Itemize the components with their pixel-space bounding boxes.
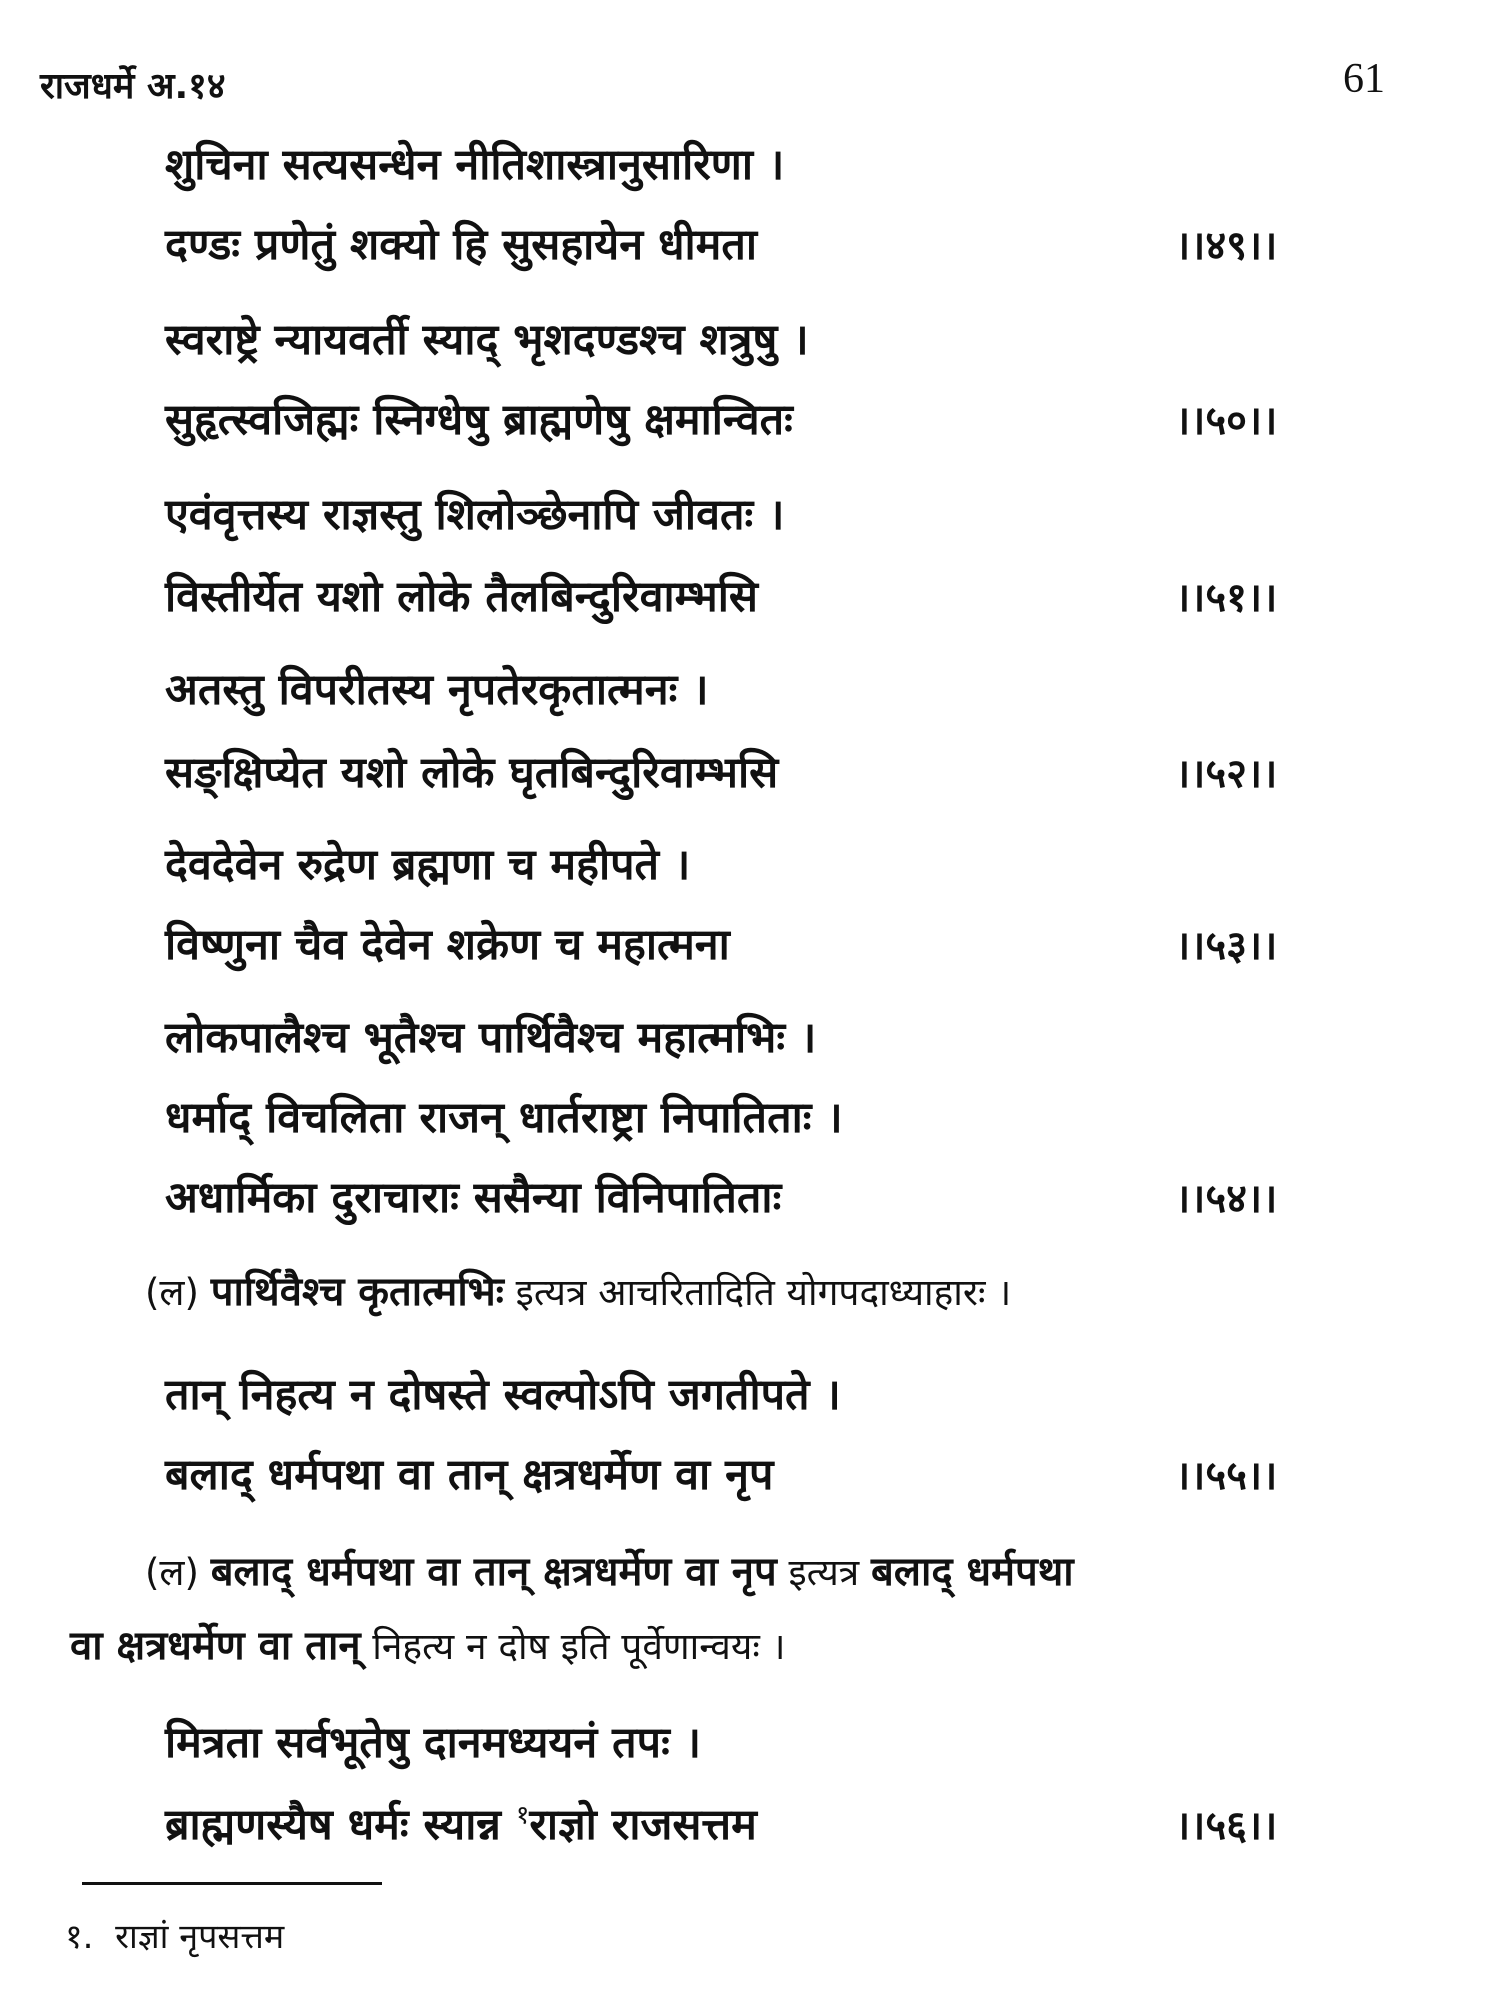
verse-55-line-2: बलाद् धर्मपथा वा तान् क्षत्रधर्मेण वा नृप <box>165 1450 774 1500</box>
verse-number-54: ।।५४।। <box>1175 1176 1278 1222</box>
verse-number-55: ।।५५।। <box>1175 1453 1278 1499</box>
verse-number-50: ।।५०।। <box>1175 398 1278 444</box>
commentary-quote-2: बलाद् धर्मपथा <box>871 1549 1074 1595</box>
commentary-55-line-2 <box>70 1622 786 1670</box>
footnote-marker: १. <box>65 1917 94 1957</box>
commentary-54 <box>145 1268 1011 1316</box>
commentary-quote: पार्थिवैश्च कृतात्मभिः <box>210 1269 504 1315</box>
verse-56-text-a: ब्राह्मणस्यैष धर्मः स्यान्न <box>165 1800 516 1850</box>
verse-50-line-1: स्वराष्ट्रे न्यायवर्ती स्याद् भृशदण्डश्च शत्रुषु । <box>165 315 809 365</box>
verse-56-line-2 <box>165 1800 757 1852</box>
verse-number-51: ।।५१।। <box>1175 575 1278 621</box>
footnote-text: राज्ञां नृपसत्तम <box>115 1917 285 1957</box>
verse-number-52: ।।५२।। <box>1175 751 1278 797</box>
verse-52-line-2: सङ्क्षिप्येत यशो लोके घृतबिन्दुरिवाम्भसि <box>165 748 779 798</box>
verse-56-text-b: राज्ञो राजसत्तम <box>529 1800 757 1850</box>
verse-54-line-1: लोकपालैश्च भूतैश्च पार्थिवैश्च महात्मभिः । <box>165 1013 817 1063</box>
commentary-prefix: (ल) <box>145 1271 211 1314</box>
verse-number-56: ।।५६।। <box>1175 1803 1278 1849</box>
verse-52-line-1: अतस्तु विपरीतस्य नृपतेरकृतात्मनः । <box>165 665 709 715</box>
verse-number-53: ।।५३।। <box>1175 923 1278 969</box>
running-header: राजधर्मे अ.१४ <box>40 66 226 107</box>
commentary-prefix: (ल) <box>145 1551 211 1594</box>
commentary-text-2: निहत्य न दोष इति पूर्वेणान्वयः । <box>360 1625 786 1668</box>
verse-53-line-1: देवदेवेन रुद्रेण ब्रह्मणा च महीपते । <box>165 840 691 890</box>
verse-number-49: ।।४९।। <box>1175 223 1278 269</box>
footnote-rule <box>82 1882 382 1885</box>
page-number: 61 <box>1343 56 1385 102</box>
verse-51-line-1: एवंवृत्तस्य राज्ञस्तु शिलोञ्छेनापि जीवतः । <box>165 490 785 540</box>
commentary-quote: बलाद् धर्मपथा वा तान् क्षत्रधर्मेण वा नृप <box>210 1549 777 1595</box>
commentary-55-line-1 <box>145 1548 1074 1596</box>
commentary-text: इत्यत्र <box>776 1551 871 1594</box>
commentary-text: इत्यत्र आचरितादिति योगपदाध्याहारः । <box>503 1271 1012 1314</box>
commentary-quote-3: वा क्षत्रधर्मेण वा तान् <box>70 1623 361 1669</box>
verse-50-line-2: सुहृत्स्वजिह्मः स्निग्धेषु ब्राह्मणेषु क्षमान्वितः <box>165 395 793 445</box>
footnote-reference-mark: १ <box>515 1800 530 1831</box>
verse-55-line-1: तान् निहत्य न दोषस्ते स्वल्पोऽपि जगतीपते । <box>165 1370 841 1420</box>
verse-54-line-3: अधार्मिका दुराचाराः ससैन्या विनिपातिताः <box>165 1173 782 1223</box>
verse-51-line-2: विस्तीर्येत यशो लोके तैलबिन्दुरिवाम्भसि <box>165 572 758 622</box>
verse-56-line-1: मित्रता सर्वभूतेषु दानमध्ययनं तपः । <box>165 1718 702 1768</box>
verse-54-line-2: धर्माद् विचलिता राजन् धार्तराष्ट्रा निपातिताः । <box>165 1093 843 1143</box>
verse-49-line-2: दण्डः प्रणेतुं शक्यो हि सुसहायेन धीमता <box>165 220 758 270</box>
verse-53-line-2: विष्णुना चैव देवेन शक्रेण च महात्मना <box>165 920 730 970</box>
footnote <box>65 1912 284 1958</box>
verse-49-line-1: शुचिना सत्यसन्धेन नीतिशास्त्रानुसारिणा । <box>165 140 785 190</box>
